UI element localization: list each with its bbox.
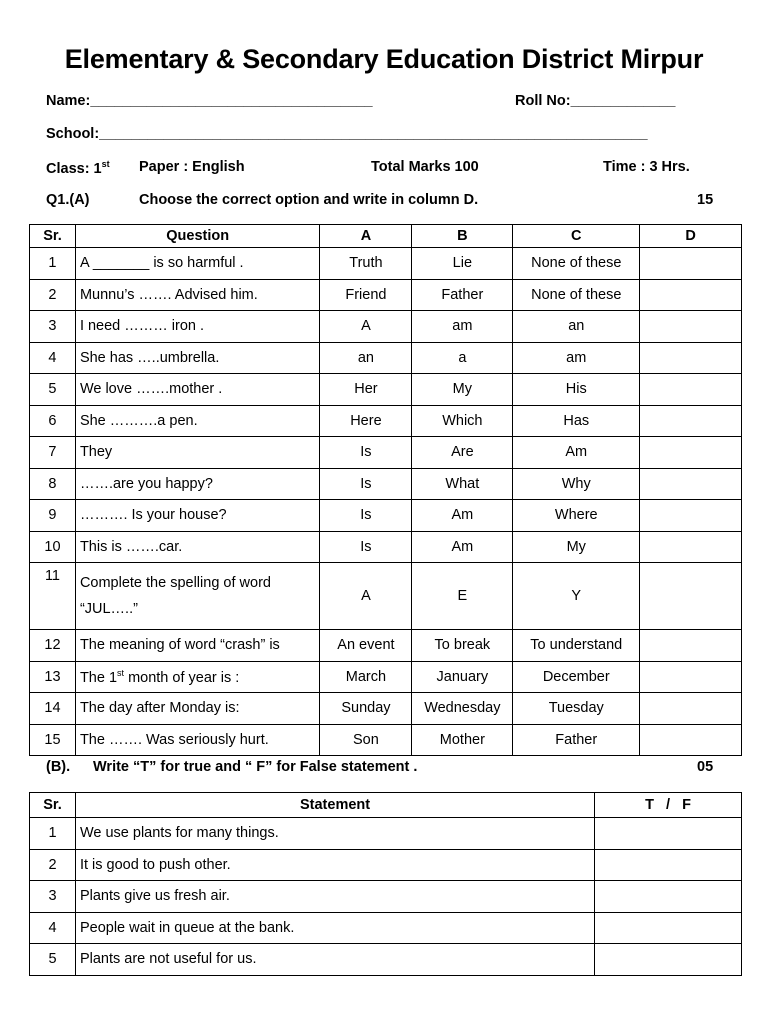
name-field: Name:___________________________________ [46,93,373,109]
question-cell: The meaning of word “crash” is [75,630,320,662]
question-cell: The ……. Was seriously hurt. [75,724,320,756]
table-row [30,531,742,563]
answer-cell[interactable] [640,693,742,725]
answer-cell[interactable] [640,342,742,374]
question-cell: She has …..umbrella. [75,342,320,374]
option-a: Son [320,724,412,756]
table-row [30,661,742,693]
option-a: Sunday [320,693,412,725]
option-a: an [320,342,412,374]
statement-cell: Plants are not useful for us. [75,944,594,976]
mcq-table [29,224,742,756]
tf-answer-cell[interactable] [595,944,742,976]
option-b: Which [412,405,513,437]
sr-cell: 2 [30,849,76,881]
option-b: My [412,374,513,406]
table-row [30,881,742,913]
statement-cell: Plants give us fresh air. [75,881,594,913]
header-statement: Statement [75,793,594,818]
table-row [30,693,742,725]
option-a: March [320,661,412,693]
option-a: Her [320,374,412,406]
question-cell: This is …….car. [75,531,320,563]
option-b: Am [412,500,513,532]
option-b: January [412,661,513,693]
header-b: B [412,225,513,248]
option-b: Father [412,279,513,311]
sr-cell: 5 [30,374,76,406]
option-b: To break [412,630,513,662]
option-c: Father [513,724,640,756]
option-c: None of these [513,279,640,311]
question-cell: Complete the spelling of word “JUL…..” [75,563,320,630]
option-c: am [513,342,640,374]
question-cell: Munnu’s ……. Advised him. [75,279,320,311]
table-row [30,500,742,532]
answer-cell[interactable] [640,563,742,630]
table-row [30,724,742,756]
table-row [30,468,742,500]
option-b: Mother [412,724,513,756]
question-cell: ………. Is your house? [75,500,320,532]
answer-cell[interactable] [640,468,742,500]
answer-cell[interactable] [640,437,742,469]
answer-cell[interactable] [640,405,742,437]
q2-instruction: Write “T” for true and “ F” for False statement . [93,759,418,775]
option-a: Is [320,500,412,532]
answer-cell[interactable] [640,279,742,311]
school-field: School:____________________________________________________________________ [46,126,648,142]
statement-cell: It is good to push other. [75,849,594,881]
question-cell: …….are you happy? [75,468,320,500]
class-label: Class: 1st [46,159,110,177]
header-d: D [640,225,742,248]
sr-cell: 3 [30,311,76,343]
question-cell: I need ……… iron . [75,311,320,343]
option-b: am [412,311,513,343]
table-row [30,912,742,944]
answer-cell[interactable] [640,500,742,532]
tf-answer-cell[interactable] [595,818,742,850]
true-false-table [29,792,742,976]
q2-number: (B). [46,759,71,775]
sr-cell: 14 [30,693,76,725]
total-marks-label: Total Marks 100 [371,159,479,175]
header-c: C [513,225,640,248]
statement-cell: People wait in queue at the bank. [75,912,594,944]
answer-cell[interactable] [640,374,742,406]
option-a: Friend [320,279,412,311]
option-c: Where [513,500,640,532]
sr-cell: 11 [30,563,76,630]
sr-cell: 8 [30,468,76,500]
option-b: a [412,342,513,374]
question-cell: The day after Monday is: [75,693,320,725]
statement-cell: We use plants for many things. [75,818,594,850]
table-row [30,405,742,437]
document-title: Elementary & Secondary Education District Mirpur [64,44,704,74]
time-label: Time : 3 Hrs. [603,159,690,175]
option-b: Are [412,437,513,469]
option-c: None of these [513,248,640,280]
sr-cell: 4 [30,342,76,374]
question-cell: She ……….a pen. [75,405,320,437]
q2-marks: 05 [697,759,714,775]
q1-number: Q1.(A) [46,192,90,208]
option-b: Am [412,531,513,563]
mcq-header-row [30,225,742,248]
table-row [30,279,742,311]
tf-answer-cell[interactable] [595,912,742,944]
q1-marks: 15 [697,192,714,208]
table-row [30,342,742,374]
question-cell: We love …….mother . [75,374,320,406]
tf-answer-cell[interactable] [595,849,742,881]
option-c: Am [513,437,640,469]
sr-cell: 3 [30,881,76,913]
sr-cell: 1 [30,248,76,280]
sr-cell: 12 [30,630,76,662]
option-a: Is [320,437,412,469]
option-c: Why [513,468,640,500]
answer-cell[interactable] [640,311,742,343]
option-c: Tuesday [513,693,640,725]
option-c: an [513,311,640,343]
sr-cell: 1 [30,818,76,850]
option-a: An event [320,630,412,662]
option-a: Here [320,405,412,437]
answer-cell[interactable] [640,630,742,662]
option-b: E [412,563,513,630]
option-b: Wednesday [412,693,513,725]
sr-cell: 4 [30,912,76,944]
option-c: My [513,531,640,563]
question-cell: They [75,437,320,469]
tf-answer-cell[interactable] [595,881,742,913]
paper-label: Paper : English [139,159,245,175]
header-question: Question [75,225,320,248]
table-row [30,248,742,280]
option-c: December [513,661,640,693]
table-row [30,630,742,662]
table-row [30,818,742,850]
option-a: A [320,311,412,343]
option-b: What [412,468,513,500]
answer-cell[interactable] [640,248,742,280]
sr-cell: 5 [30,944,76,976]
table-row [30,944,742,976]
sr-cell: 10 [30,531,76,563]
header-sr: Sr. [30,225,76,248]
sr-cell: 9 [30,500,76,532]
roll-no-field: Roll No:_____________ [515,93,676,109]
table-row [30,374,742,406]
option-a: Is [320,531,412,563]
option-c: Has [513,405,640,437]
question-cell: A _______ is so harmful . [75,248,320,280]
sr-cell: 7 [30,437,76,469]
option-a: Truth [320,248,412,280]
sr-cell: 6 [30,405,76,437]
q1-instruction: Choose the correct option and write in column D. [139,192,479,208]
answer-cell[interactable] [640,724,742,756]
option-c: To understand [513,630,640,662]
option-b: Lie [412,248,513,280]
table-row [30,849,742,881]
sr-cell: 15 [30,724,76,756]
option-a: Is [320,468,412,500]
table-row [30,563,742,630]
question-cell: The 1st month of year is : [75,661,320,693]
option-a: A [320,563,412,630]
option-c: His [513,374,640,406]
header-sr: Sr. [30,793,76,818]
table-row [30,437,742,469]
tf-header-row [30,793,742,818]
sr-cell: 2 [30,279,76,311]
table-row [30,311,742,343]
answer-cell[interactable] [640,531,742,563]
option-c: Y [513,563,640,630]
header-tf: T / F [595,793,742,818]
answer-cell[interactable] [640,661,742,693]
header-a: A [320,225,412,248]
sr-cell: 13 [30,661,76,693]
